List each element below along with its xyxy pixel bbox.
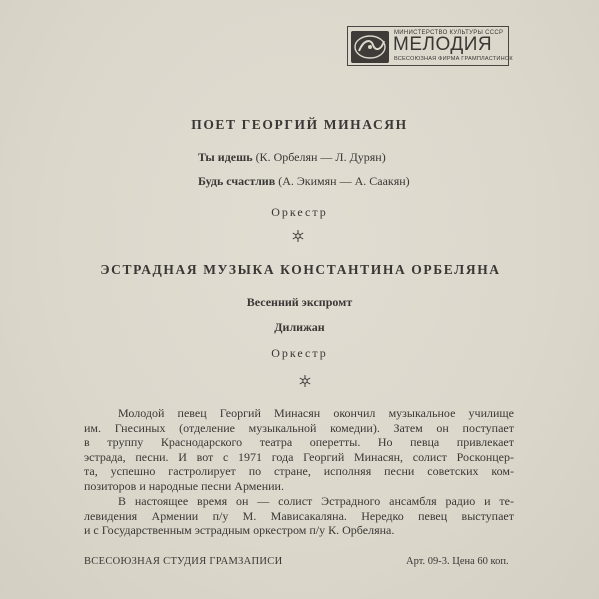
melodiya-logo xyxy=(347,26,513,66)
asterisk-ornament-icon xyxy=(291,229,305,243)
melodiya-emblem-icon xyxy=(351,31,389,63)
logo-name-text: МЕЛОДИЯ xyxy=(393,34,493,55)
side1-orchestra: Оркестр xyxy=(271,205,328,219)
studio-credit: ВСЕСОЮЗНАЯ СТУДИЯ ГРАМЗАПИСИ xyxy=(84,556,283,567)
side1-track-2 xyxy=(198,174,410,189)
logo-ministry-text: МИНИСТЕРСТВО КУЛЬТУРЫ СССР xyxy=(394,30,504,36)
side2-title: ЭСТРАДНАЯ МУЗЫКА КОНСТАНТИНА ОРБЕЛЯНА xyxy=(100,262,501,277)
notes-line: В настоящее время он — солист Эстрадного ансамбля радио и те- xyxy=(118,494,514,508)
asterisk-ornament-icon xyxy=(298,374,312,388)
track-credits: (К. Орбелян — Л. Дурян) xyxy=(255,150,386,164)
notes-line: и с Государственным эстрадным оркестром п/у К. Орбеляна. xyxy=(84,523,395,538)
notes-line: левидения Армении п/у М. Мависакаляна. Нередко певец выступает xyxy=(84,508,514,523)
liner-notes-paragraph-1 xyxy=(84,406,514,494)
notes-line: им. Гнесиных (отделение музыкальной комедии). Затем он поступает xyxy=(84,420,514,435)
side2-track-1: Весенний экспромт xyxy=(246,295,353,309)
notes-line: та, успешно гастролирует по стране, исполняя песни советских ком- xyxy=(84,464,514,479)
article-price: Арт. 09-3. Цена 60 коп. xyxy=(406,556,509,567)
notes-line: Молодой певец Георгий Минасян окончил музыкальное училище xyxy=(118,406,514,420)
notes-line: эстрада, песни. И вот с 1971 года Георгий Минасян, солист Росконцер- xyxy=(84,449,514,464)
side2-track-2: Дилижан xyxy=(274,320,325,334)
side1-title: ПОЕТ ГЕОРГИЙ МИНАСЯН xyxy=(191,117,408,132)
track-title: Будь счастлив xyxy=(198,174,276,188)
side2-orchestra: Оркестр xyxy=(271,346,328,360)
track-title: Ты идешь xyxy=(198,150,253,164)
notes-line: позиторов и народные песни Армении. xyxy=(84,478,284,493)
track-credits: (А. Экимян — А. Саакян) xyxy=(278,174,410,188)
notes-line: в труппу Краснодарского театра оперетты. Но певца привлекает xyxy=(84,435,514,450)
liner-notes-paragraph-2 xyxy=(84,494,514,538)
logo-subtitle-text: ВСЕСОЮЗНАЯ ФИРМА ГРАМПЛАСТИНОК xyxy=(394,56,513,62)
side1-track-1 xyxy=(198,150,386,165)
